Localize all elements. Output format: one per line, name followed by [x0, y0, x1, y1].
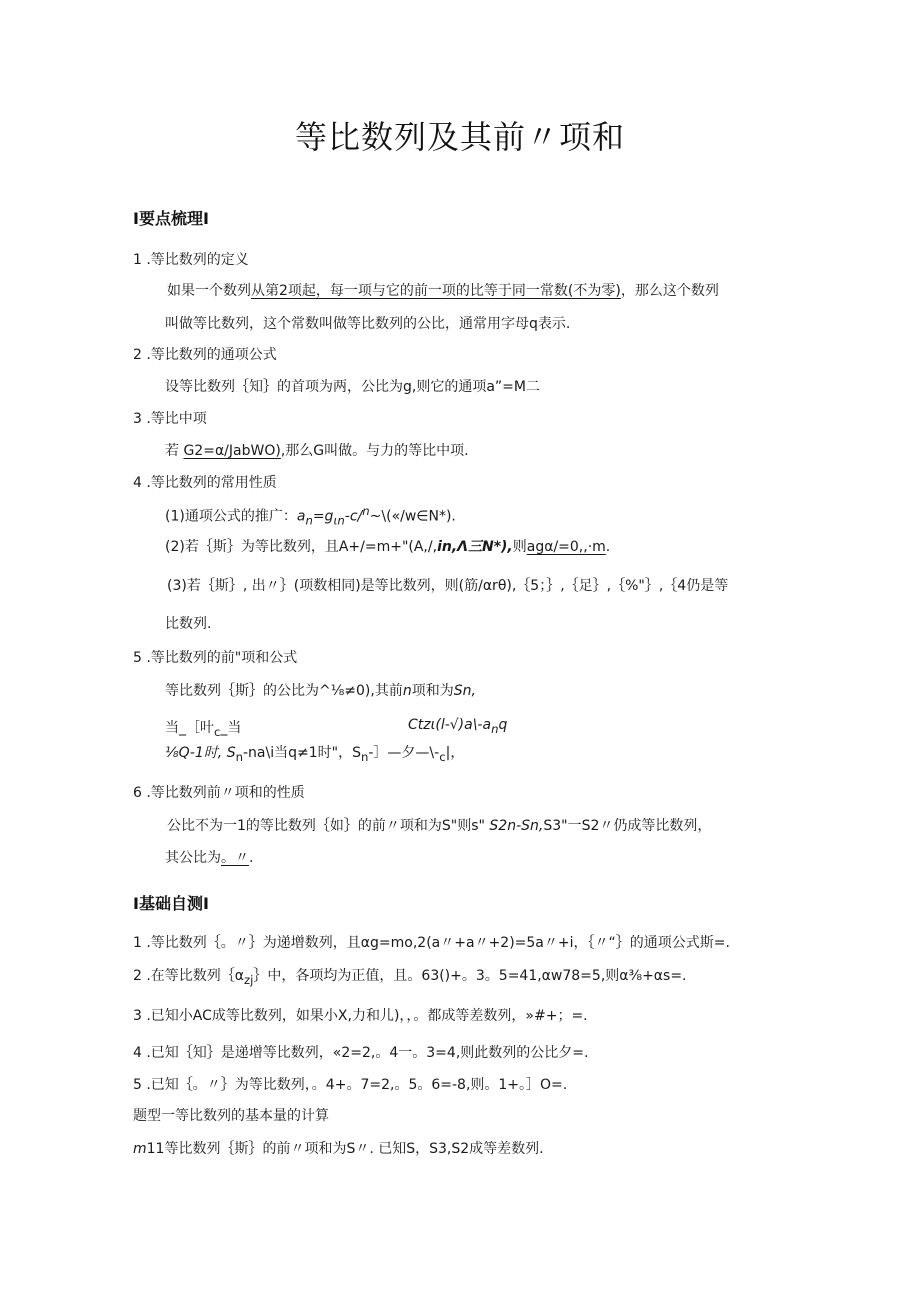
item4-l1-g: n [362, 504, 370, 518]
item5-p3-d: n [360, 749, 369, 764]
page-title: 等比数列及其前〃项和 [294, 118, 625, 156]
item6-paragraph-line1 [167, 815, 711, 835]
item4-l1-h: ~\(«/w∈N*). [369, 508, 456, 525]
question-type-heading: 题型一等比数列的基本量的计算 [133, 1108, 329, 1124]
item5-p1-d: Sn, [453, 683, 476, 699]
item5-p2-left2: _当 [220, 720, 242, 736]
item6-p1-a: 公比不为一1的等比数列｛如｝的前〃项和为S"则s" [167, 818, 485, 834]
item5-p1-c: 项和为 [411, 683, 454, 699]
item5-formula-top-right [408, 717, 507, 736]
item6-p1-b: S2n-Sn, [489, 818, 544, 834]
item3-heading: 3 .等比中项 [133, 411, 207, 427]
item4-property2 [165, 536, 610, 556]
item4-l1-c: n [305, 513, 313, 528]
item3-paragraph [165, 440, 469, 460]
item3-underlined-formula: G2=α/JabWO) [183, 443, 281, 459]
item4-property3: (3)若｛斯｝, 出〃｝(项数相同)是等比数列，则(筋/αrθ),｛5；｝,｛足｝,｛%"｝,｛4仍是等 [167, 578, 729, 594]
item5-p1-b: n [402, 683, 412, 699]
item3-text-b: ,那么G叫做。与力的等比中项. [280, 443, 469, 459]
item5-p2-left: 当_［叶 [165, 720, 214, 736]
item6-paragraph-line2 [165, 847, 253, 867]
example-1-a: m [133, 1141, 147, 1157]
item6-p2-underlined: 。〃 [221, 850, 249, 866]
self-test-question-4: 4 .已知｛知｝是递增等比数列，«2=2,。4一。3=4,则此数列的公比夕=. [133, 1045, 589, 1061]
item6-p2-b: . [249, 850, 254, 866]
item1-text-a: 如果一个数列 [167, 283, 251, 299]
item5-p2-right: Ctzι(l-√)a\-a [408, 717, 492, 733]
item5-p1-a: 等比数列｛斯｝的公比为^⅛≠0),其前 [165, 683, 403, 699]
item3-text-a: 若 [165, 443, 179, 459]
item4-l1-e: ιn [333, 513, 345, 528]
section-heading-key-points: I要点梳理I [133, 209, 209, 228]
q2-b: ｝中，各项均为正值，且。63()+。3。5=41,αw78=5,则α⅜+αs=. [253, 968, 687, 984]
item4-l2-a: (2)若｛斯｝为等比数列，且A+/=m+"(A,/, [165, 539, 438, 555]
item6-p2-a: 其公比为 [165, 850, 221, 866]
q2-a: 2 .在等比数列｛α [133, 968, 245, 984]
item6-heading: 6 .等比数列前〃项和的性质 [133, 785, 305, 801]
item5-p3-b: n [235, 749, 243, 764]
item1-paragraph-line2: 叫做等比数列，这个常数叫做等比数列的公比，通常用字母q表示. [165, 316, 571, 332]
self-test-question-5: 5 .已知｛。〃｝为等比数列，。4+。7=2,。5。6=-8,则。1+。］O=. [133, 1077, 568, 1093]
item5-p3-c: -na\i当q≠1时"，S [243, 745, 361, 761]
self-test-question-2 [133, 965, 687, 987]
item2-paragraph: 设等比数列｛知｝的首项为两，公比为g,则它的通项a”=M二 [165, 379, 540, 395]
item4-l2-c: 则 [512, 539, 527, 555]
item1-underlined-definition: 从第2项起，每一项与它的前一项的比等于同一常数(不为零) [251, 283, 621, 299]
item5-formula-bottom [165, 742, 464, 764]
item5-p2-sub: c [214, 724, 221, 739]
item4-property3-cont: 比数列. [165, 616, 212, 632]
item6-p1-c: S3"一S2〃仍成等比数列， [543, 818, 712, 834]
item5-paragraph [165, 680, 476, 700]
item4-l2-underlined: agα/=0,,·m [526, 539, 606, 555]
item4-l1-b: a [296, 508, 306, 525]
item4-l2-d: . [605, 539, 611, 555]
self-test-question-3: 3 .已知小AC成等比数列，如果小X,力和儿)，，。都成等差数列，»#+；=. [133, 1008, 588, 1024]
q2-sub: zj [244, 972, 254, 987]
item4-l1-f: -c/ [344, 508, 363, 525]
item4-l2-b: in,Λ三N*), [437, 539, 513, 555]
item5-formula-top-left [165, 717, 241, 739]
item4-l1-a: (1)通项公式的推广： [165, 508, 297, 525]
item5-p3-e: -］—夕—\- [368, 745, 440, 761]
item5-p2-right-sub: n [491, 721, 499, 736]
item5-p2-right2: q [498, 717, 508, 733]
item4-heading: 4 .等比数列的常用性质 [133, 475, 277, 491]
item1-heading: 1 .等比数列的定义 [133, 252, 249, 268]
item5-p3-f: c [439, 749, 446, 764]
item4-l1-d: =g [312, 508, 334, 525]
item5-p3-a: ⅛Q-1时, S [165, 745, 236, 761]
item5-p3-g: |， [445, 745, 465, 761]
self-test-question-1: 1 .等比数列｛。〃｝为递增数列，且αg=mo,2(a〃+a〃+2)=5a〃+i，｛〃“｝的通项公式斯=. [133, 935, 730, 951]
item1-paragraph-line1 [167, 280, 719, 300]
item5-heading: 5 .等比数列的前"项和公式 [133, 650, 298, 666]
example-1-b: 11等比数列｛斯｝的前〃项和为S〃. 已知S，S3,S2成等差数列. [146, 1141, 544, 1157]
section-heading-self-test: I基础自测I [133, 894, 209, 913]
item1-text-b: ，那么这个数列 [620, 283, 719, 299]
item2-heading: 2 .等比数列的通项公式 [133, 347, 277, 363]
item4-property1 [165, 504, 456, 527]
example-1 [133, 1138, 544, 1158]
